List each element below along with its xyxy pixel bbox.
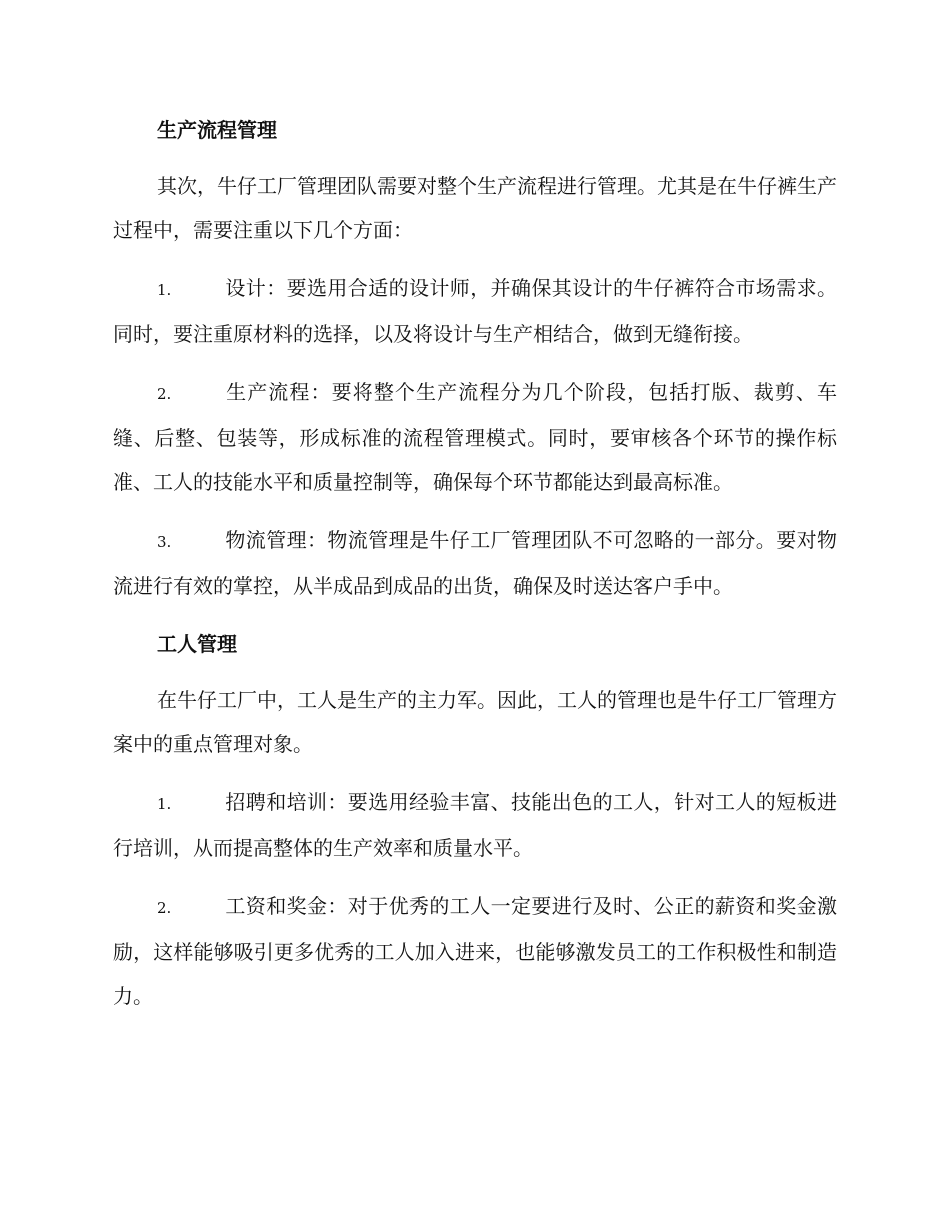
- section-heading: 工人管理: [157, 632, 237, 656]
- list-item-number: 3.: [157, 533, 172, 551]
- list-item-text: 设计：要选用合适的设计师，并确保其设计的牛仔裤符合市场需求。同时，要注重原材料的选择，以及将设计与生产相结合，做到无缝衔接。: [113, 276, 837, 346]
- section-production-process: [113, 108, 837, 608]
- list-item: [113, 518, 837, 608]
- list-item-number: 1.: [157, 795, 172, 813]
- list-item-text: 生产流程：要将整个生产流程分为几个阶段，包括打版、裁剪、车缝、后整、包装等，形成标准的流程管理模式。同时，要审核各个环节的操作标准、工人的技能水平和质量控制等，确保每个环节都能达到最高标准。: [113, 380, 837, 494]
- section-heading: 生产流程管理: [157, 118, 277, 142]
- section-intro: 在牛仔工厂中，工人是生产的主力军。因此，工人的管理也是牛仔工厂管理方案中的重点管理对象。: [113, 688, 837, 756]
- section-intro: 其次，牛仔工厂管理团队需要对整个生产流程进行管理。尤其是在牛仔裤生产过程中，需要注重以下几个方面：: [113, 174, 837, 242]
- list-item-text: 工资和奖金：对于优秀的工人一定要进行及时、公正的薪资和奖金激励，这样能够吸引更多优秀的工人加入进来，也能够激发员工的工作积极性和制造力。: [113, 894, 837, 1008]
- document-body: [113, 108, 837, 1032]
- list-item: [113, 884, 837, 1018]
- list-item: [113, 266, 837, 356]
- list-item-text: 物流管理：物流管理是牛仔工厂管理团队不可忽略的一部分。要对物流进行有效的掌控，从半成品到成品的出货，确保及时送达客户手中。: [113, 528, 837, 598]
- list-item-number: 2.: [157, 899, 172, 917]
- list-item-number: 1.: [157, 281, 172, 299]
- section-worker-management: [113, 622, 837, 1018]
- list-item: [113, 780, 837, 870]
- list-item-text: 招聘和培训：要选用经验丰富、技能出色的工人，针对工人的短板进行培训，从而提高整体的生产效率和质量水平。: [113, 790, 837, 860]
- list-item: [113, 370, 837, 504]
- list-item-number: 2.: [157, 385, 172, 403]
